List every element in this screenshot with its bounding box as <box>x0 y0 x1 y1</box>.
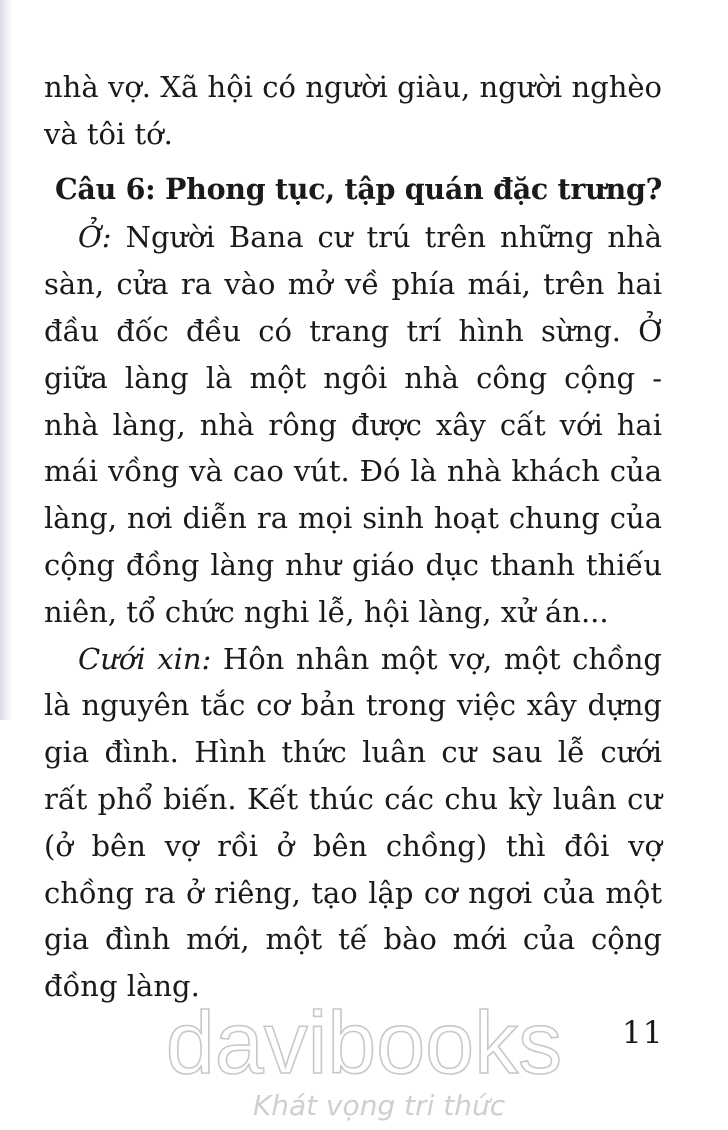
paragraph-2-body: Người Bana cư trú trên những nhà sàn, cửa ra vào mở về phía mái, trên hai đầu đốc đều có trang trí hình sừng. Ở giữa làng là một ngôi nhà công cộng - nhà làng, nhà rông được xây cất với hai mái vồng và cao vút. Đó là nhà khách của làng, nơi diễn ra mọi sinh hoạt chung của cộng đồng làng như giáo dục thanh thiếu niên, tổ chức nghi lễ, hội làng, xử án... <box>44 220 662 629</box>
watermark-logo <box>164 995 564 1125</box>
paragraph-1: nhà vợ. Xã hội có người giàu, người nghèo và tôi tớ. <box>44 70 662 151</box>
page-edge-shadow <box>0 0 12 720</box>
paragraph-2 <box>44 214 662 635</box>
watermark-tagline: Khát vọng tri thức <box>252 1089 506 1122</box>
paragraph-3 <box>44 636 662 1010</box>
body-text <box>44 64 662 1010</box>
section-heading: Câu 6: Phong tục, tập quán đặc trưng? <box>55 171 662 206</box>
paragraph-3-lead: Cưới xin: <box>78 641 212 676</box>
watermark-brand: davibooks <box>165 995 563 1092</box>
watermark-graphic <box>164 995 564 1125</box>
paragraph-3-body: Hôn nhân một vợ, một chồng là nguyên tắc cơ bản trong việc xây dựng gia đình. Hình thức luân cư sau lễ cưới rất phổ biến. Kết thúc các chu kỳ luân cư (ở bên vợ rồi ở bên chồng) thì đôi vợ chồng ra ở riêng, tạo lập cơ ngơi của một gia đình mới, một tế bào mới của cộng đồng làng. <box>44 641 662 1004</box>
paragraph-2-lead: Ở: <box>78 220 112 255</box>
page-number: 11 <box>622 1015 664 1051</box>
